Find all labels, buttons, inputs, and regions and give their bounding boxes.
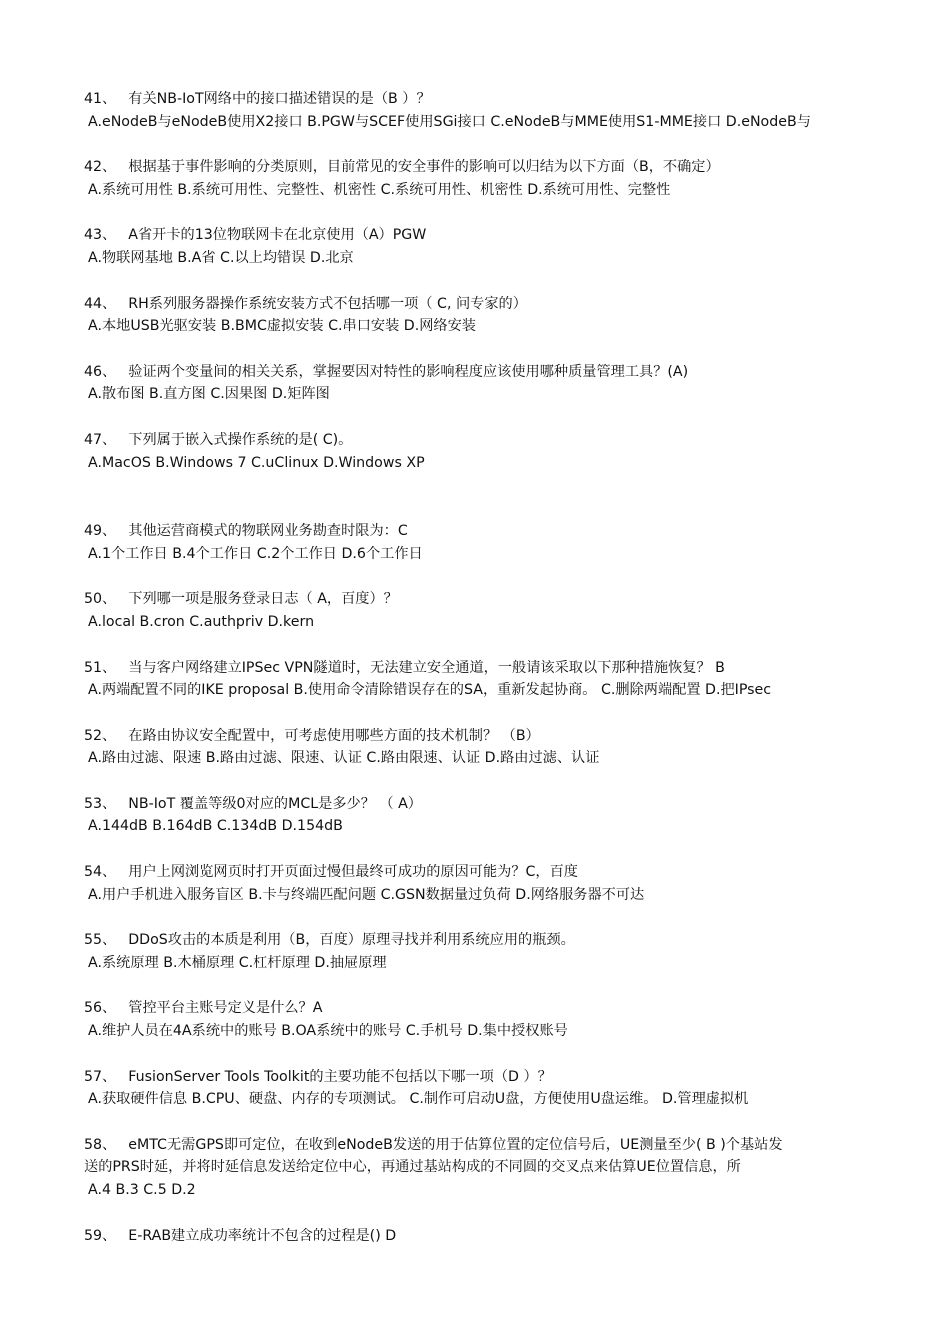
question-41 bbox=[84, 88, 884, 133]
question-options: A.两端配置不同的IKE proposal B.使用命令清除错误存在的SA，重新发起协商。 C.删除两端配置 D.把IPsec bbox=[88, 682, 772, 699]
question-57 bbox=[84, 1066, 884, 1111]
question-options: A.本地USB光驱安装 B.BMC虚拟安装 C.串口安装 D.网络安装 bbox=[88, 318, 476, 335]
question-stem: 47、 下列属于嵌入式操作系统的是( C)。 bbox=[84, 431, 353, 448]
question-stem: 54、 用户上网浏览网页时打开页面过慢但最终可成功的原因可能为？C，百度 bbox=[84, 864, 578, 881]
question-options: A.物联网基地 B.A省 C.以上均错误 D.北京 bbox=[88, 249, 354, 266]
question-43 bbox=[84, 224, 884, 269]
question-stem: 56、 管控平台主账号定义是什么？A bbox=[84, 1000, 323, 1017]
question-stem: 53、 NB-IoT 覆盖等级0对应的MCL是多少？ （ A） bbox=[84, 795, 422, 812]
question-stem: 59、 E-RAB建立成功率统计不包含的过程是() D bbox=[84, 1227, 397, 1244]
question-59 bbox=[84, 1225, 884, 1248]
question-53 bbox=[84, 793, 884, 838]
question-options: A.系统原理 B.木桶原理 C.杠杆原理 D.抽屉原理 bbox=[88, 954, 387, 971]
question-stem-continued: 送的PRS时延，并将时延信息发送给定位中心，再通过基站构成的不同圆的交叉点来估算UE位置信息，所 bbox=[84, 1159, 741, 1176]
question-51 bbox=[84, 657, 884, 702]
question-options: A.144dB B.164dB C.134dB D.154dB bbox=[88, 818, 343, 835]
question-stem: 49、 其他运营商模式的物联网业务勘查时限为：C bbox=[84, 523, 408, 540]
question-stem: 57、 FusionServer Tools Toolkit的主要功能不包括以下哪一项（D ）？ bbox=[84, 1068, 552, 1085]
question-50 bbox=[84, 588, 884, 633]
question-options: A.获取硬件信息 B.CPU、硬盘、内存的专项测试。 C.制作可启动U盘，方便使用U盘运维。 D.管理虚拟机 bbox=[88, 1091, 749, 1108]
question-stem: 44、 RH系列服务器操作系统安装方式不包括哪一项（ C, 问专家的） bbox=[84, 295, 527, 312]
question-options: A.4 B.3 C.5 D.2 bbox=[88, 1182, 196, 1198]
question-stem: 52、 在路由协议安全配置中，可考虑使用哪些方面的技术机制？ （B） bbox=[84, 727, 540, 744]
question-44 bbox=[84, 293, 884, 338]
question-55 bbox=[84, 929, 884, 974]
question-stem: 46、 验证两个变量间的相关关系，掌握要因对特性的影响程度应该使用哪种质量管理工具？(A) bbox=[84, 363, 689, 380]
question-47 bbox=[84, 429, 884, 474]
question-options: A.local B.cron C.authpriv D.kern bbox=[88, 613, 315, 630]
question-options: A.1个工作日 B.4个工作日 C.2个工作日 D.6个工作日 bbox=[88, 545, 423, 562]
question-list bbox=[84, 88, 884, 1270]
question-56 bbox=[84, 997, 884, 1042]
question-options: A.用户手机进入服务盲区 B.卡与终端匹配问题 C.GSN数据量过负荷 D.网络服务器不可达 bbox=[88, 886, 645, 903]
question-58 bbox=[84, 1134, 884, 1202]
question-52 bbox=[84, 725, 884, 770]
question-stem: 51、 当与客户网络建立IPSec VPN隧道时，无法建立安全通道，一般请该采取以下那种措施恢复？ B bbox=[84, 659, 725, 676]
question-stem: 42、 根据基于事件影响的分类原则，目前常见的安全事件的影响可以归结为以下方面（B，不确定） bbox=[84, 159, 720, 176]
question-options: A.路由过滤、限速 B.路由过滤、限速、认证 C.路由限速、认证 D.路由过滤、认证 bbox=[88, 750, 600, 767]
question-42 bbox=[84, 156, 884, 201]
question-stem: 55、 DDoS攻击的本质是利用（B，百度）原理寻找并利用系统应用的瓶颈。 bbox=[84, 932, 575, 949]
question-46 bbox=[84, 361, 884, 406]
question-stem: 43、 A省开卡的13位物联网卡在北京使用（A）PGW bbox=[84, 227, 427, 244]
question-options: A.系统可用性 B.系统可用性、完整性、机密性 C.系统可用性、机密性 D.系统可用性、完整性 bbox=[88, 181, 671, 198]
question-options: A.维护人员在4A系统中的账号 B.OA系统中的账号 C.手机号 D.集中授权账号 bbox=[88, 1023, 568, 1040]
question-stem: 58、 eMTC无需GPS即可定位，在收到eNodeB发送的用于估算位置的定位信号后，UE测量至少( B )个基站发 bbox=[84, 1136, 783, 1153]
question-options: A.eNodeB与eNodeB使用X2接口 B.PGW与SCEF使用SGi接口 C.eNodeB与MME使用S1-MME接口 D.eNodeB与 bbox=[88, 113, 811, 130]
question-54 bbox=[84, 861, 884, 906]
question-options: A.MacOS B.Windows 7 C.uClinux D.Windows XP bbox=[88, 454, 425, 471]
question-stem: 41、 有关NB-IoT网络中的接口描述错误的是（B ）？ bbox=[84, 91, 431, 107]
question-49 bbox=[84, 520, 884, 565]
question-stem: 50、 下列哪一项是服务登录日志（ A，百度）？ bbox=[84, 591, 398, 608]
question-options: A.散布图 B.直方图 C.因果图 D.矩阵图 bbox=[88, 386, 330, 403]
